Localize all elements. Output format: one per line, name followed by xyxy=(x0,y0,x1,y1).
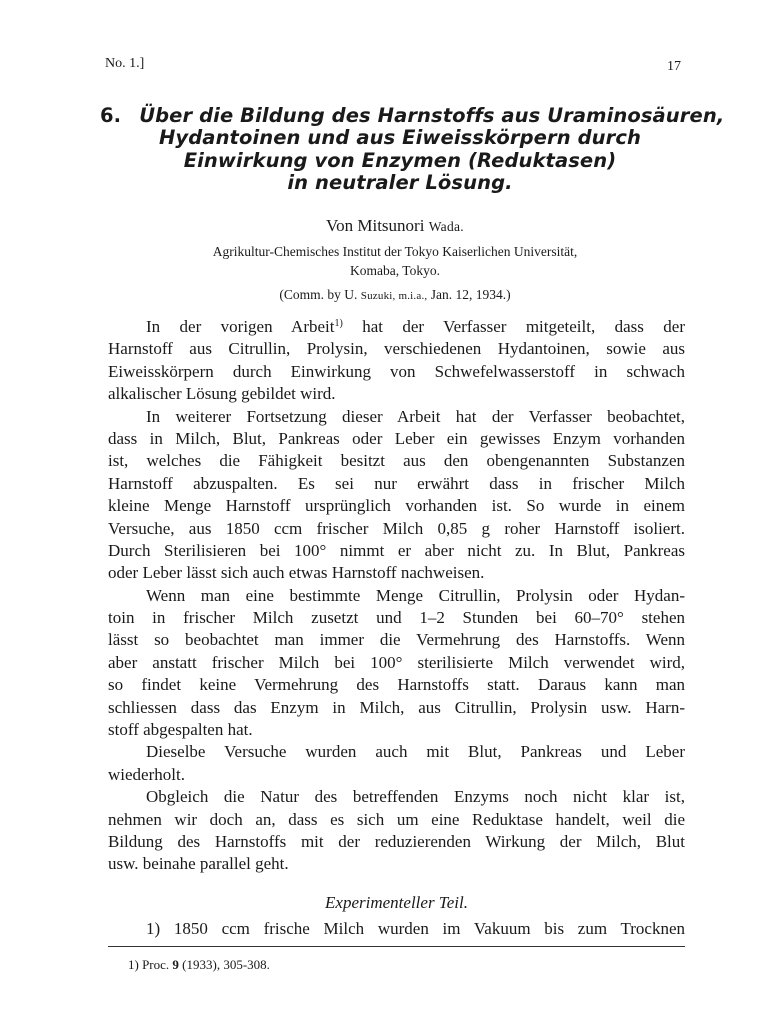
title-line-2: Hydantoinen und aus Eiweisskörpern durch xyxy=(159,126,641,150)
p1-line-1-text: In der vorigen Arbeit xyxy=(146,317,335,336)
article-number: 6. xyxy=(100,104,122,127)
p3-line-2: toin in frischer Milch zusetzt und 1–2 Stunden bei 60–70° stehen xyxy=(108,608,685,628)
p3-line-1: Wenn man eine bestimmte Menge Citrullin, Prolysin oder Hydan- xyxy=(146,585,685,605)
footnote-ref: 1) xyxy=(334,318,343,329)
affiliation-line-2: Komaba, Tokyo. xyxy=(350,263,440,278)
p5-line-1: Obgleich die Natur des betreffenden Enzyms noch nicht klar ist, xyxy=(146,787,685,807)
p2-line-4: Harnstoff abzuspalten. Es sei nur erwährt dass in frischer Milch xyxy=(108,473,685,493)
page-number: 17 xyxy=(667,59,681,74)
p2-line-5: kleine Menge Harnstoff ursprünglich vorhanden ist. So wurde in einem xyxy=(108,496,685,516)
footnote-rest: (1933), 305-308. xyxy=(178,957,270,972)
p2-line-2: dass in Milch, Blut, Pankreas oder Leber ein gewisses Enzym vorhanden xyxy=(108,428,685,448)
p3-line-7: stoff abgespalten hat. xyxy=(108,720,253,740)
p4-line-1: Dieselbe Versuche wurden auch mit Blut, Pankreas und Leber xyxy=(146,742,685,762)
p2-line-8: oder Leber lässt sich auch etwas Harnstoff nachweisen. xyxy=(108,563,485,583)
comm-name: Suzuki, xyxy=(360,290,396,302)
comm-prefix: (Comm. by U. xyxy=(279,287,361,302)
p2-line-6: Versuche, aus 1850 ccm frischer Milch 0,85 g roher Harnstoff isoliert. xyxy=(108,518,685,538)
p1-line-1-rest: hat der Verfasser mitgeteilt, dass der xyxy=(342,317,685,336)
title-line-4: in neutraler Lösung. xyxy=(287,171,513,195)
p2-line-1: In weiterer Fortsetzung dieser Arbeit hat der Verfasser beobachtet, xyxy=(146,406,685,426)
p5-line-3: Bildung des Harnstoffs mit der reduzierenden Wirkung der Milch, Blut xyxy=(108,831,685,851)
p3-line-6: schliessen dass das Enzym in Milch, aus Citrullin, Prolysin usw. Harn- xyxy=(108,697,685,717)
p3-line-4: aber anstatt frischer Milch bei 100° sterilisierte Milch verwendet wird, xyxy=(108,652,685,672)
comm-date: Jan. 12, 1934.) xyxy=(427,287,511,302)
p1-line-2: Harnstoff aus Citrullin, Prolysin, verschiedenen Hydantoinen, sowie aus xyxy=(108,339,685,359)
communication-note xyxy=(105,287,685,303)
article-title xyxy=(100,103,725,195)
issue-number: No. 1.] xyxy=(105,56,145,71)
p1-line-1 xyxy=(108,316,685,338)
author-line xyxy=(105,216,685,236)
p4-line-2: wiederholt. xyxy=(108,764,185,784)
footnote-volume: 9 xyxy=(172,957,179,972)
footnote-rule xyxy=(108,946,685,947)
title-line-1 xyxy=(100,103,725,127)
p1-line-3: Eiweisskörpern durch Einwirkung von Schwefelwasserstoff in schwach xyxy=(108,361,685,381)
p5-line-2: nehmen wir doch an, dass es sich um eine Reduktase handelt, weil die xyxy=(108,809,685,829)
footnote xyxy=(128,957,270,973)
p5-line-4: usw. beinahe parallel geht. xyxy=(108,854,289,874)
title-line-3: Einwirkung von Enzymen (Reduktasen) xyxy=(183,148,617,172)
title-line-1-text: Über die Bildung des Harnstoffs aus Uraminosäuren, xyxy=(139,104,725,127)
affiliation xyxy=(105,242,685,280)
comm-title: m.i.a., xyxy=(395,290,428,302)
author-prefix: Von Mitsunori xyxy=(326,216,429,235)
p2-line-3: ist, welches die Fähigkeit besitzt aus den obengenannten Substanzen xyxy=(108,451,685,471)
p3-line-3: lässt so beobachtet man immer die Vermehrung des Harnstoffs. Wenn xyxy=(108,630,685,650)
p1-line-4: alkalischer Lösung gebildet wird. xyxy=(108,384,336,404)
affiliation-line-1: Agrikultur-Chemisches Institut der Tokyo Kaiserlichen Universität, xyxy=(212,244,578,259)
author-surname: Wada. xyxy=(428,219,464,234)
p2-line-7: Durch Sterilisieren bei 100° nimmt er aber nicht zu. In Blut, Pankreas xyxy=(108,540,685,560)
running-head xyxy=(105,56,681,78)
article-body xyxy=(108,316,685,876)
experiment-item-1: 1) 1850 ccm frische Milch wurden im Vakuum bis zum Trocknen xyxy=(146,919,685,938)
section-heading: Experimenteller Teil. xyxy=(325,893,468,912)
p3-line-5: so findet keine Vermehrung des Harnstoffs statt. Daraus kann man xyxy=(108,675,685,695)
footnote-marker: 1) Proc. xyxy=(128,957,173,972)
